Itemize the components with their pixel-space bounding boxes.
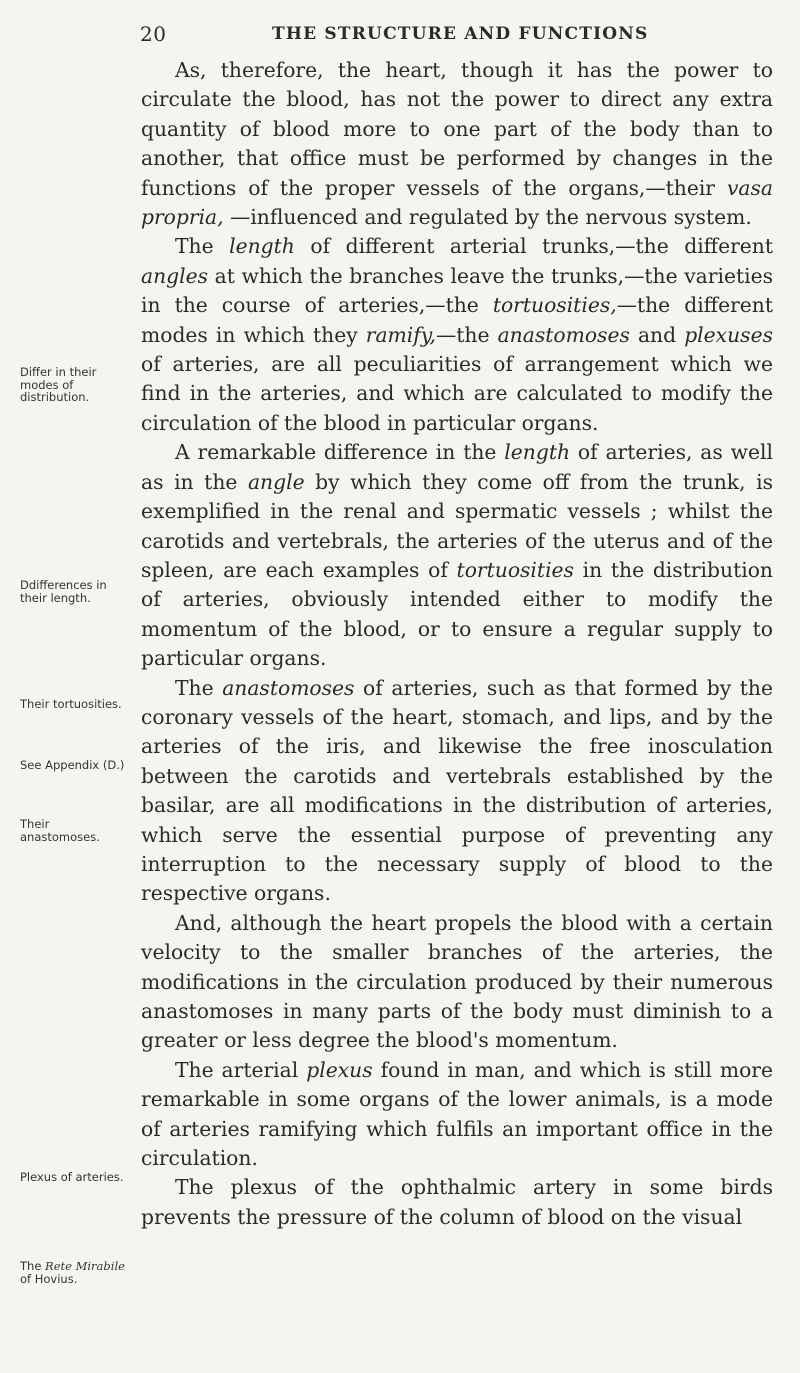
paragraph: A remarkable difference in the length of arteries, as well as in the angle by which they come off from the trunk, is exemplified in the renal and spermatic vessels ; whilst the carotids and vertebrals, the arteries of the uterus and of the spleen, are each examples of tortuosities in the distribution of arteries, obviously intended either to modify the momentum of the blood, or to ensure a regular supply to particular organs. (141, 440, 774, 671)
paragraph: As, therefore, the heart, though it has the power to circulate the blood, has not the power to direct any extra quantity of blood more to one part of the body than to another, that office must be performed by changes in the functions of the proper vessels of the organs,—their vasa propria, —influenced and regulated by the nervous system. (141, 58, 773, 230)
margin-note-plexus: Plexus of arteries. (20, 1170, 124, 1184)
margin-note-length: Ddifferences in their length. (20, 578, 107, 605)
paragraph: The anastomoses of arteries, such as that formed by the coronary vessels of the heart, stomach, and lips, and by the arteries of the iris, and likewise the free inosculation between the carotids and vertebrals established by the basilar, are all modifications in the distribution of arteries, which serve the essential purpose of preventing any interruption to the necessary supply of blood to the respective organs. (141, 675, 773, 906)
page-header (0, 22, 800, 50)
margin-note-distribution: Differ in their modes of distribution. (20, 365, 97, 404)
body-text (141, 56, 773, 1232)
margin-note-appendix: See Appendix (D.) (20, 758, 125, 772)
paragraph: The arterial plexus found in man, and which is still more remarkable in some organs of the lower animals, is a mode of arteries ramifying which fulfils an important office in the circulation. (141, 1057, 774, 1171)
paragraph: The plexus of the ophthalmic artery in some birds prevents the pressure of the column of blood on the visual (141, 1175, 773, 1229)
running-head: THE STRUCTURE AND FUNCTIONS (272, 24, 649, 44)
margin-note-tortuosities: Their tortuosities. (20, 697, 122, 711)
margin-note-anastomoses: Their anastomoses. (20, 817, 100, 844)
paragraph: And, although the heart propels the blood with a certain velocity to the smaller branches of the arteries, the modifications in the circulation produced by their numerous anastomoses in many parts of the body must diminish to a greater or less degree the blood's momentum. (141, 910, 773, 1053)
margin-note-rete-mirabile: The Rete Mirabile of Hovius. (20, 1259, 125, 1286)
paragraph: The length of different arterial trunks,—the different angles at which the branches leave the trunks,—the varieties in the course of arteries,—the tortuosities,—the different modes in which they ramify,—the anastomoses and plexuses of arteries, are all peculiarities of arrangement which we find in the arteries, and which are calculated to modify the circulation of the blood in particular organs. (141, 234, 773, 435)
page-number: 20 (140, 22, 167, 46)
